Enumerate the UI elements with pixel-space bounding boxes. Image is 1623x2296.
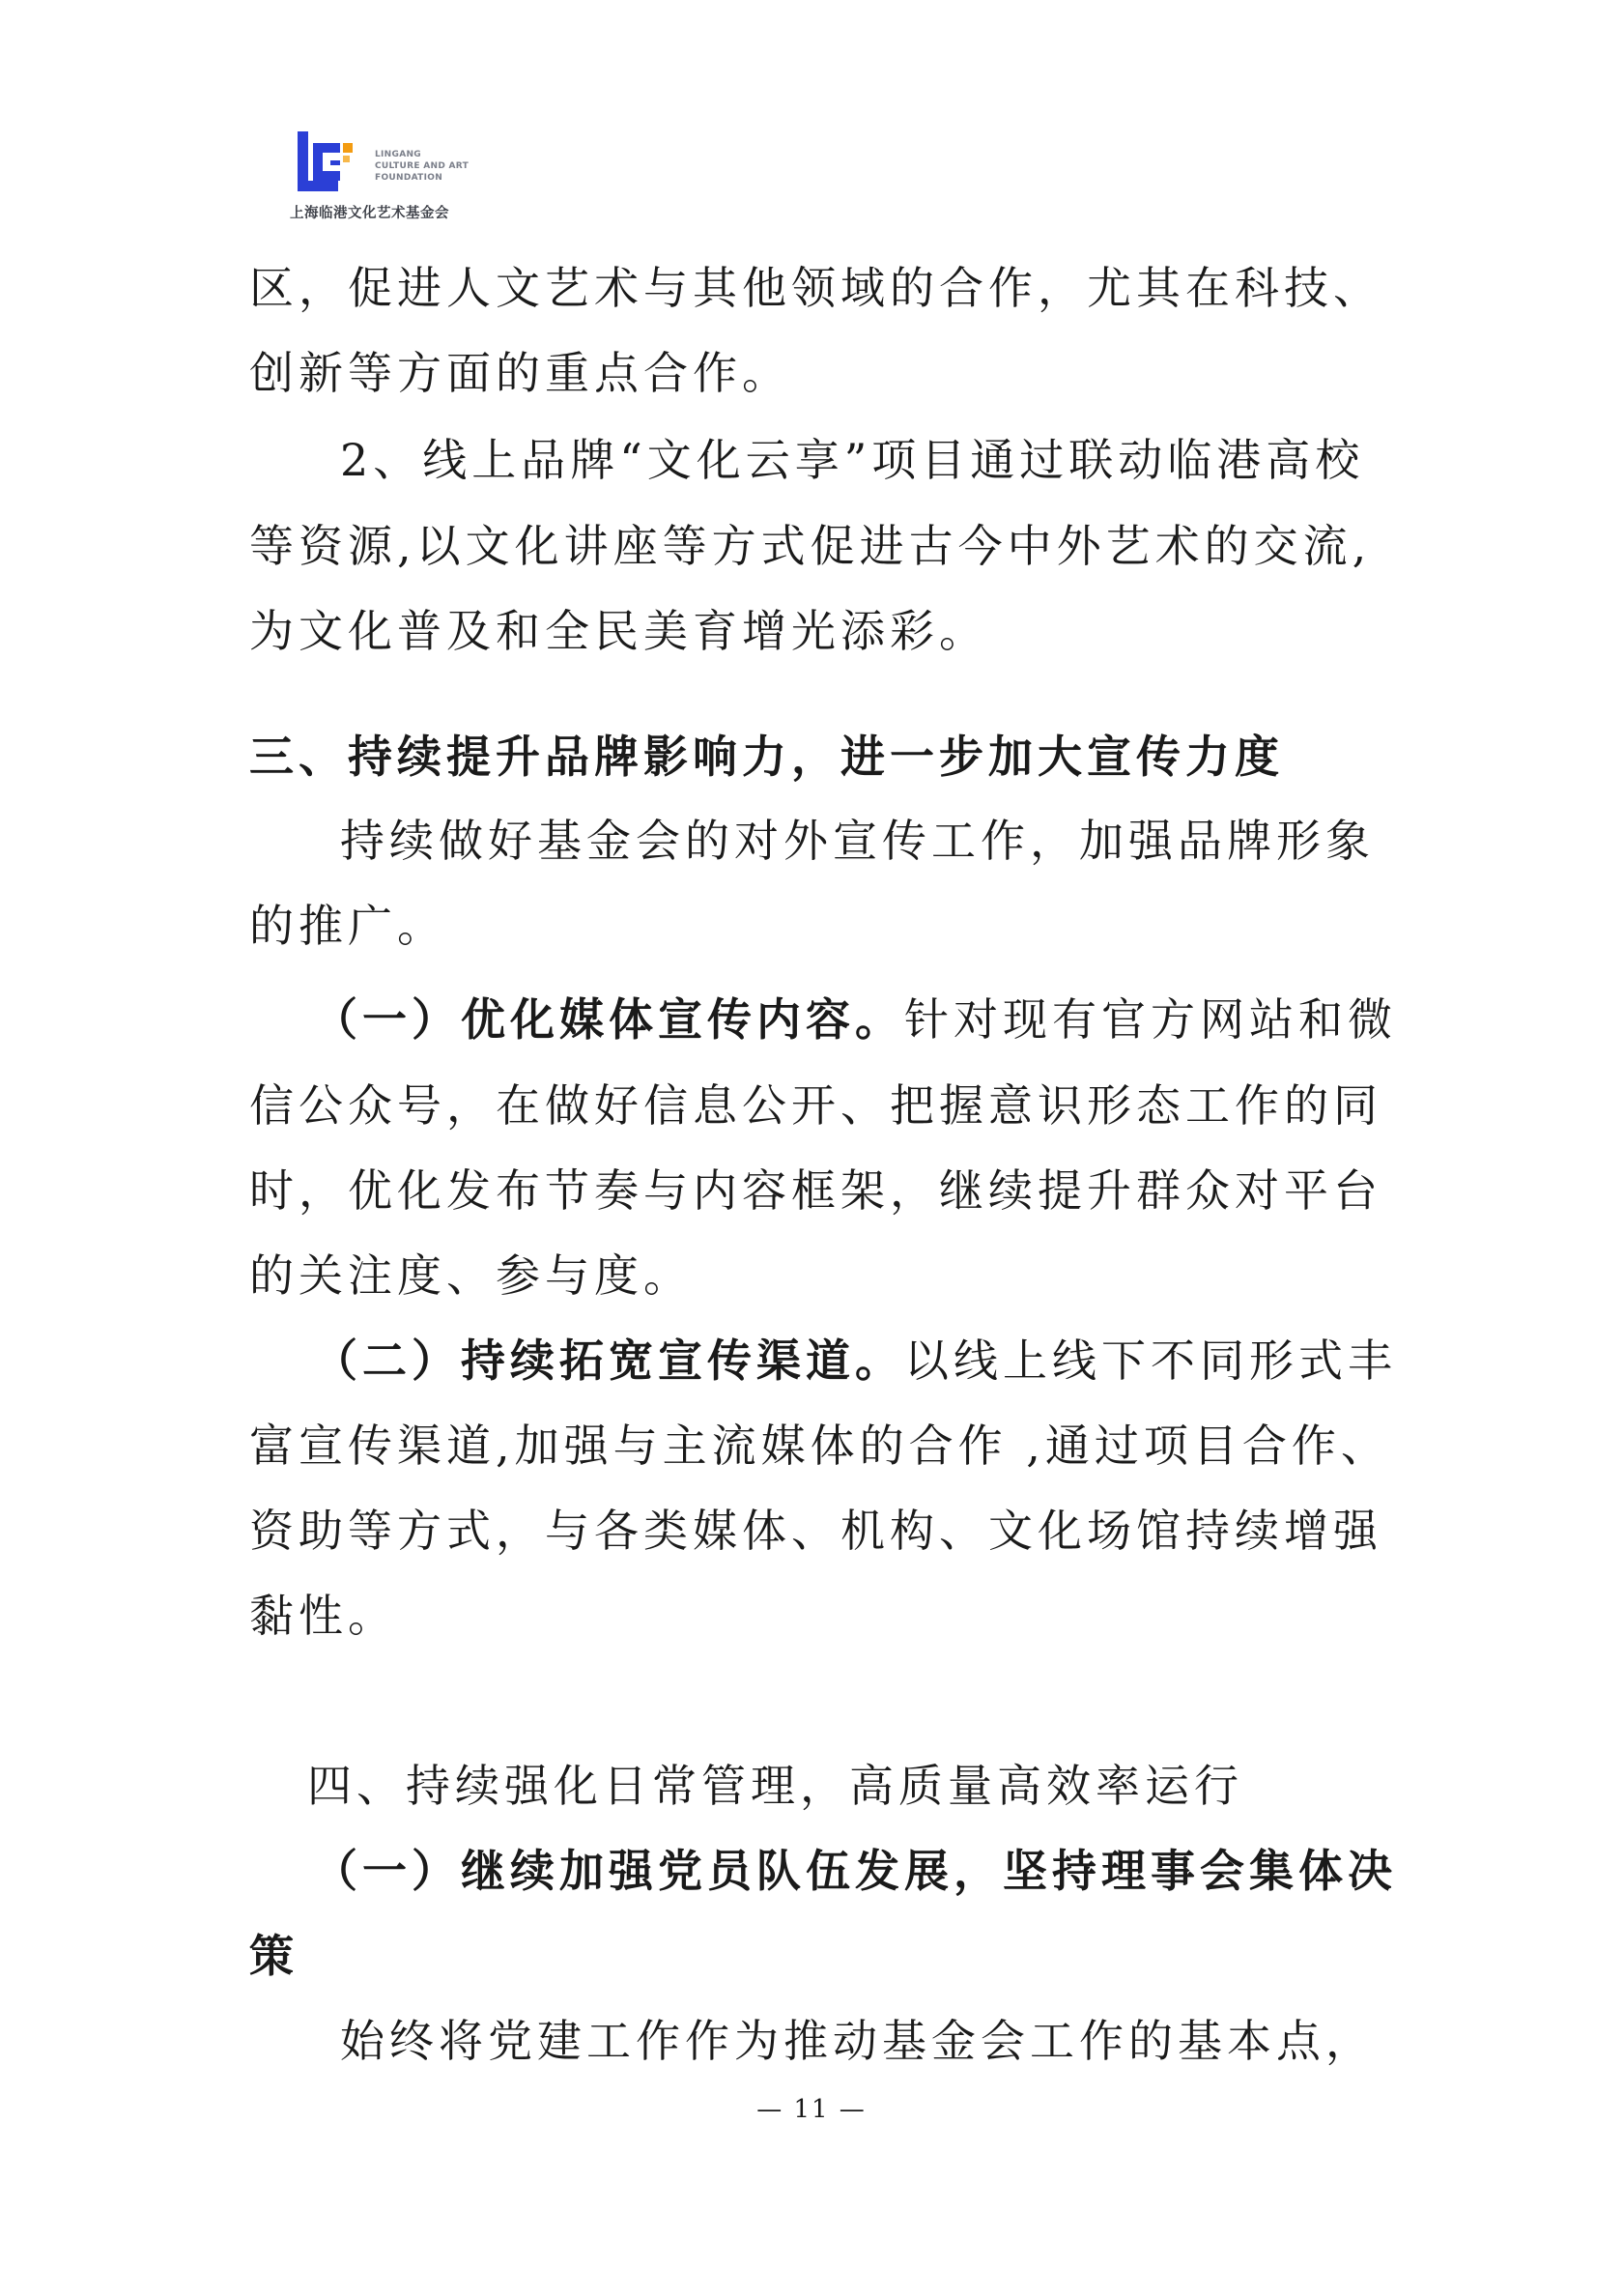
paragraph-line: 资助等方式，与各类媒体、机构、文化场馆持续增强 xyxy=(249,1505,1382,1557)
logo-en-line-1: LINGANG xyxy=(375,150,421,159)
logo-en-line-3: FOUNDATION xyxy=(375,173,443,183)
paragraph-line: 时，优化发布节奏与内容框架，继续提升群众对平台 xyxy=(249,1164,1382,1217)
subsection-text: 针对现有官方网站和微 xyxy=(904,993,1397,1046)
paragraph-line: 富宣传渠道,加强与主流媒体的合作 ,通过项目合作、 xyxy=(249,1420,1390,1472)
subsection-title-optimize-media: （一）优化媒体宣传内容。 xyxy=(313,993,904,1046)
paragraph-line: 区，促进人文艺术与其他领域的合作，尤其在科技、 xyxy=(249,262,1382,314)
paragraph-line: 2、线上品牌“文化云享”项目通过联动临港高校 xyxy=(340,434,1365,486)
lingang-logo-mark-icon xyxy=(296,131,354,191)
section-heading-3: 三、持续提升品牌影响力，进一步加大宣传力度 xyxy=(249,731,1284,783)
logo-chinese-name: 上海临港文化艺术基金会 xyxy=(290,206,449,221)
page-number: — 11 — xyxy=(756,2095,867,2124)
paragraph-line: 等资源,以文化讲座等方式促进古今中外艺术的交流, xyxy=(249,520,1372,572)
paragraph-line: 的关注度、参与度。 xyxy=(249,1249,693,1302)
paragraph-line: 的推广。 xyxy=(249,900,446,952)
paragraph-line: 信公众号，在做好信息公开、把握意识形态工作的同 xyxy=(249,1079,1382,1132)
logo-en-line-2: CULTURE AND ART xyxy=(375,161,470,171)
foundation-logo xyxy=(290,126,502,226)
subsection-title-party-building: （一）继续加强党员队伍发展，坚持理事会集体决 xyxy=(313,1845,1397,1897)
logo-english-name xyxy=(375,149,469,184)
subsection-title-continued: 策 xyxy=(249,1930,299,1982)
paragraph-line: 创新等方面的重点合作。 xyxy=(249,347,791,399)
paragraph-line: 为文化普及和全民美育增光添彩。 xyxy=(249,605,988,657)
subsection-title-expand-channels: （二）持续拓宽宣传渠道。 xyxy=(313,1335,904,1387)
paragraph-line: 持续做好基金会的对外宣传工作，加强品牌形象 xyxy=(340,815,1375,867)
subsection-line xyxy=(313,1332,1453,1390)
section-heading-4: 四、持续强化日常管理，高质量高效率运行 xyxy=(307,1760,1243,1812)
subsection-line xyxy=(313,990,1453,1048)
paragraph-line: 始终将党建工作作为推动基金会工作的基本点， xyxy=(340,2015,1375,2067)
subsection-text: 以线上线下不同形式丰 xyxy=(904,1335,1397,1387)
paragraph-line: 黏性。 xyxy=(249,1590,397,1642)
